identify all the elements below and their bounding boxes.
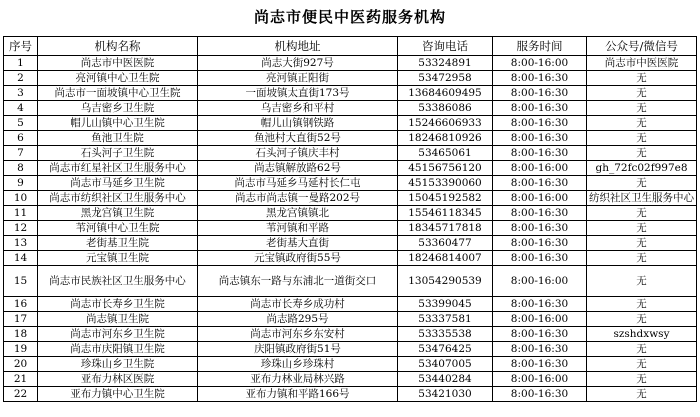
cell-hours: 8:00-16:00: [493, 372, 587, 387]
cell-index: 12: [4, 221, 38, 236]
table-row: [4, 297, 697, 312]
cell-name: 元宝镇卫生院: [38, 251, 198, 266]
cell-phone: 18345717818: [398, 221, 493, 236]
cell-phone: 45156756120: [398, 161, 493, 176]
cell-index: 6: [4, 131, 38, 146]
cell-hours: 8:00-16:00: [493, 266, 587, 297]
header-wechat: 公众号/微信号: [587, 37, 697, 56]
table-row: [4, 372, 697, 387]
header-name: 机构名称: [38, 37, 198, 56]
cell-hours: 8:00-16:00: [493, 312, 587, 327]
cell-phone: 53386086: [398, 101, 493, 116]
cell-wechat: 无: [587, 372, 697, 387]
table-row: [4, 206, 697, 221]
table-row: [4, 131, 697, 146]
cell-wechat: 无: [587, 387, 697, 402]
cell-hours: 8:00-16:30: [493, 146, 587, 161]
cell-name: 尚志镇卫生院: [38, 312, 198, 327]
table-row: [4, 357, 697, 372]
cell-wechat: 无: [587, 266, 697, 297]
cell-index: 17: [4, 312, 38, 327]
cell-phone: 53421030: [398, 387, 493, 402]
cell-name: 尚志市中医医院: [38, 56, 198, 71]
cell-hours: 8:00-16:30: [493, 236, 587, 251]
header-address: 机构地址: [198, 37, 398, 56]
table-row: [4, 161, 697, 176]
cell-name: 亚布力林区医院: [38, 372, 198, 387]
cell-name: 尚志市民族社区卫生服务中心: [38, 266, 198, 297]
cell-name: 帽儿山镇中心卫生院: [38, 116, 198, 131]
cell-wechat: 无: [587, 236, 697, 251]
header-phone: 咨询电话: [398, 37, 493, 56]
cell-name: 尚志市马延乡卫生院: [38, 176, 198, 191]
cell-phone: 45153390060: [398, 176, 493, 191]
cell-address: 石头河子镇庆丰村: [198, 146, 398, 161]
cell-address: 庆阳镇政府街51号: [198, 342, 398, 357]
cell-hours: 8:00-16:30: [493, 206, 587, 221]
cell-index: 18: [4, 327, 38, 342]
cell-hours: 8:00-16:30: [493, 86, 587, 101]
header-index: 序号: [4, 37, 38, 56]
cell-name: 亚布力镇中心卫生院: [38, 387, 198, 402]
cell-wechat: gh_72fc02f997e8: [587, 161, 697, 176]
cell-hours: 8:00-16:30: [493, 327, 587, 342]
cell-index: 10: [4, 191, 38, 206]
cell-phone: 53472958: [398, 71, 493, 86]
table-row: [4, 312, 697, 327]
cell-wechat: 无: [587, 206, 697, 221]
table-row: [4, 387, 697, 402]
table-row: [4, 251, 697, 266]
cell-phone: 18246810926: [398, 131, 493, 146]
table-row: [4, 236, 697, 251]
cell-address: 黑龙宫镇镇北: [198, 206, 398, 221]
cell-address: 乌吉密乡和平村: [198, 101, 398, 116]
cell-phone: 53476425: [398, 342, 493, 357]
cell-phone: 15546118345: [398, 206, 493, 221]
cell-phone: 53399045: [398, 297, 493, 312]
cell-address: 尚志市尚志镇一曼路202号: [198, 191, 398, 206]
cell-hours: 8:00-16:00: [493, 191, 587, 206]
table-row: [4, 266, 697, 297]
cell-phone: 15045192582: [398, 191, 493, 206]
cell-hours: 8:00-16:00: [493, 161, 587, 176]
table-body: [4, 56, 697, 402]
cell-phone: 53407005: [398, 357, 493, 372]
table-row: [4, 86, 697, 101]
cell-hours: 8:00-16:30: [493, 116, 587, 131]
cell-index: 1: [4, 56, 38, 71]
cell-address: 亚布力镇和平路166号: [198, 387, 398, 402]
cell-index: 9: [4, 176, 38, 191]
cell-index: 16: [4, 297, 38, 312]
table-row: [4, 221, 697, 236]
cell-address: 元宝镇政府街55号: [198, 251, 398, 266]
cell-address: 鱼池村大直街52号: [198, 131, 398, 146]
cell-hours: 8:00-16:30: [493, 101, 587, 116]
cell-wechat: szshdxwsy: [587, 327, 697, 342]
cell-name: 苇河镇中心卫生院: [38, 221, 198, 236]
table-row: [4, 56, 697, 71]
cell-name: 尚志市庆阳镇卫生院: [38, 342, 198, 357]
cell-address: 帽儿山镇钢铁路: [198, 116, 398, 131]
table-row: [4, 342, 697, 357]
cell-address: 尚志市马延乡马延村长仁屯: [198, 176, 398, 191]
cell-wechat: 无: [587, 312, 697, 327]
cell-address: 尚志路295号: [198, 312, 398, 327]
cell-address: 尚志市河东乡东安村: [198, 327, 398, 342]
table-row: [4, 191, 697, 206]
cell-hours: 8:00-16:30: [493, 71, 587, 86]
table-row: [4, 101, 697, 116]
cell-wechat: 无: [587, 131, 697, 146]
cell-index: 22: [4, 387, 38, 402]
cell-name: 老街基卫生院: [38, 236, 198, 251]
cell-index: 5: [4, 116, 38, 131]
header-hours: 服务时间: [493, 37, 587, 56]
cell-wechat: 无: [587, 251, 697, 266]
cell-name: 尚志市一面坡镇中心卫生院: [38, 86, 198, 101]
cell-phone: 53324891: [398, 56, 493, 71]
table-header-row: [4, 37, 697, 56]
table-row: [4, 327, 697, 342]
cell-index: 13: [4, 236, 38, 251]
table-row: [4, 176, 697, 191]
cell-name: 尚志市红星社区卫生服务中心: [38, 161, 198, 176]
cell-name: 鱼池卫生院: [38, 131, 198, 146]
cell-wechat: 无: [587, 146, 697, 161]
cell-address: 亮河镇正阳街: [198, 71, 398, 86]
cell-address: 一面坡镇太直街173号: [198, 86, 398, 101]
institution-table: [3, 36, 697, 402]
cell-address: 尚志镇解放路62号: [198, 161, 398, 176]
table-row: [4, 71, 697, 86]
cell-hours: 8:00-16:30: [493, 357, 587, 372]
table-row: [4, 116, 697, 131]
cell-address: 苇河镇和平路: [198, 221, 398, 236]
cell-wechat: 无: [587, 176, 697, 191]
cell-hours: 8:00-16:30: [493, 342, 587, 357]
cell-hours: 8:00-16:00: [493, 56, 587, 71]
cell-index: 3: [4, 86, 38, 101]
cell-address: 老街基大直街: [198, 236, 398, 251]
cell-name: 尚志市长寿乡卫生院: [38, 297, 198, 312]
cell-address: 尚志大街927号: [198, 56, 398, 71]
cell-phone: 53335538: [398, 327, 493, 342]
cell-phone: 13054290539: [398, 266, 493, 297]
cell-address: 亚布力林业局林兴路: [198, 372, 398, 387]
cell-index: 14: [4, 251, 38, 266]
cell-phone: 15246606933: [398, 116, 493, 131]
cell-phone: 18246814007: [398, 251, 493, 266]
cell-index: 20: [4, 357, 38, 372]
cell-phone: 53360477: [398, 236, 493, 251]
cell-phone: 53465061: [398, 146, 493, 161]
cell-index: 8: [4, 161, 38, 176]
cell-hours: 8:00-16:30: [493, 221, 587, 236]
cell-index: 2: [4, 71, 38, 86]
cell-wechat: 尚志市中医医院: [587, 56, 697, 71]
cell-phone: 53337581: [398, 312, 493, 327]
cell-hours: 8:00-16:30: [493, 176, 587, 191]
cell-name: 石头河子卫生院: [38, 146, 198, 161]
cell-hours: 8:00-16:30: [493, 297, 587, 312]
cell-name: 乌吉密乡卫生院: [38, 101, 198, 116]
cell-address: 尚志市长寿乡成功村: [198, 297, 398, 312]
cell-address: 珍珠山乡珍珠村: [198, 357, 398, 372]
cell-wechat: 无: [587, 101, 697, 116]
cell-wechat: 无: [587, 342, 697, 357]
cell-name: 黑龙宫镇卫生院: [38, 206, 198, 221]
table-row: [4, 146, 697, 161]
cell-name: 亮河镇中心卫生院: [38, 71, 198, 86]
cell-wechat: 无: [587, 297, 697, 312]
cell-index: 19: [4, 342, 38, 357]
cell-name: 尚志市纺织社区卫生服务中心: [38, 191, 198, 206]
cell-wechat: 纺织社区卫生服务中心: [587, 191, 697, 206]
cell-name: 尚志市河东乡卫生院: [38, 327, 198, 342]
cell-index: 15: [4, 266, 38, 297]
cell-index: 4: [4, 101, 38, 116]
cell-name: 珍珠山乡卫生院: [38, 357, 198, 372]
cell-wechat: 无: [587, 221, 697, 236]
cell-wechat: 无: [587, 116, 697, 131]
cell-index: 21: [4, 372, 38, 387]
cell-hours: 8:00-16:30: [493, 251, 587, 266]
cell-hours: 8:00-16:30: [493, 131, 587, 146]
cell-phone: 13684609495: [398, 86, 493, 101]
cell-index: 7: [4, 146, 38, 161]
page-title: 尚志市便民中医药服务机构: [253, 8, 446, 26]
cell-index: 11: [4, 206, 38, 221]
cell-address: 尚志镇东一路与东浦北一道街交口: [198, 266, 398, 297]
cell-hours: 8:00-16:30: [493, 387, 587, 402]
cell-wechat: 无: [587, 86, 697, 101]
cell-wechat: 无: [587, 71, 697, 86]
cell-wechat: 无: [587, 357, 697, 372]
cell-phone: 53440284: [398, 372, 493, 387]
